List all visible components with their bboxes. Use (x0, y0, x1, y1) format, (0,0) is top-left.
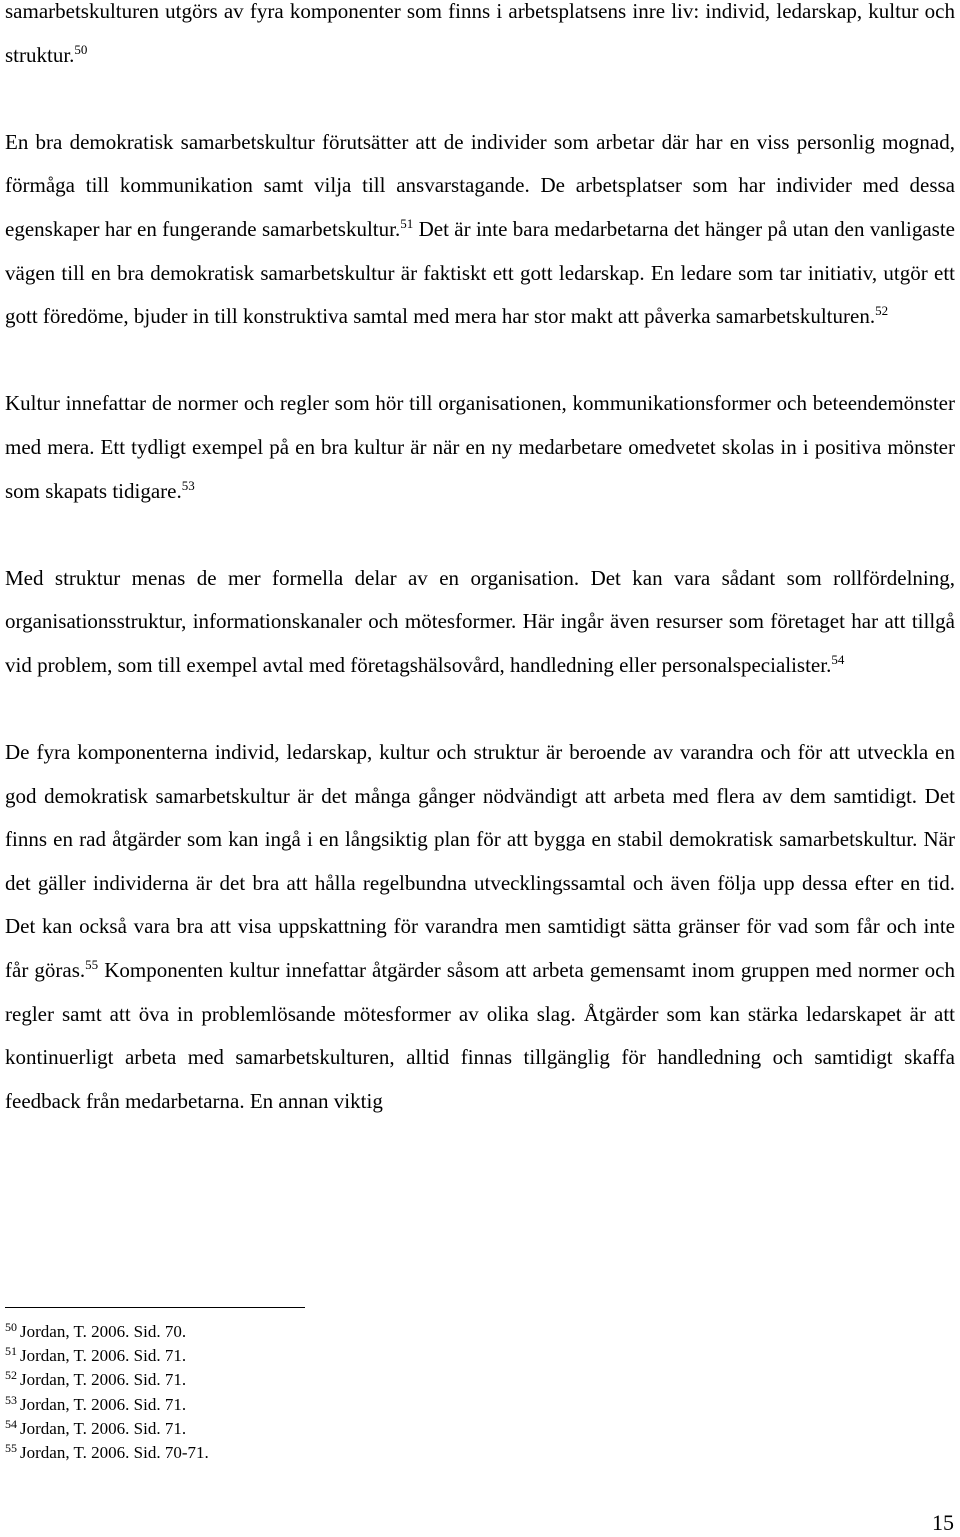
footnote-text: Jordan, T. 2006. Sid. 70-71. (20, 1443, 209, 1463)
footnote-reference: 51 (400, 215, 414, 231)
paragraph-text: samarbetskulturen utgörs av fyra komponenter som finns i arbetsplatsens inre liv: individ, ledarskap, kultur och struktur. (5, 0, 955, 67)
footnote-divider (5, 1307, 305, 1308)
footnote-text: Jordan, T. 2006. Sid. 71. (20, 1394, 187, 1414)
footnote-reference: 55 (85, 957, 99, 973)
footnote (5, 1441, 605, 1465)
document-body (5, 0, 955, 1123)
paragraph (5, 731, 955, 1123)
paragraph-text: Komponenten kultur innefattar åtgärder såsom att arbeta gemensamt inom gruppen med normer och regler samt att öva in problemlösande mötesformer av olika slag. Åtgärder som kan stärka ledarskapet är att kontinuerligt arbeta med samarbetskulturen, alltid finnas tillgänglig för handledning och samtidigt skaffa feedback från medarbetarna. En annan viktig (5, 958, 955, 1113)
paragraph (5, 382, 955, 513)
footnote (5, 1344, 605, 1368)
footnote-reference: 50 (74, 41, 88, 57)
footnotes (5, 1320, 605, 1465)
footnote-number: 51 (5, 1344, 17, 1359)
paragraph-text: Med struktur menas de mer formella delar av en organisation. Det kan vara sådant som rollfördelning, organisationsstruktur, informationskanaler och mötesformer. Här ingår även resurser som företaget har att tillgå vid problem, som till exempel avtal med företagshälsovård, handledning eller personalspecialister. (5, 565, 955, 677)
footnote-number: 53 (5, 1392, 17, 1407)
footnote-text: Jordan, T. 2006. Sid. 71. (20, 1370, 187, 1390)
footnote-text: Jordan, T. 2006. Sid. 70. (20, 1322, 187, 1341)
footnote-reference: 54 (831, 651, 845, 667)
footnote (5, 1320, 605, 1344)
paragraph-text: Kultur innefattar de normer och regler som hör till organisationen, kommunikationsformer och beteendemönster med mera. Ett tydligt exempel på en bra kultur är när en ny medarbetare omedvetet skolas in i positiva mönster som skapats tidigare. (5, 391, 955, 503)
footnote-number: 52 (5, 1368, 17, 1383)
footnote (5, 1417, 605, 1441)
paragraph (5, 557, 955, 688)
footnote-number: 54 (5, 1416, 17, 1431)
paragraph-text: De fyra komponenterna individ, ledarskap, kultur och struktur är beroende av varandra och för att utveckla en god demokratisk samarbetskultur är det många gånger nödvändigt att arbeta med flera av dem samtidigt. Det finns en rad åtgärder som kan ingå i en långsiktig plan för att bygga en stabil demokratisk samarbetskultur. När det gäller individerna är det bra att hålla regelbundna utvecklingssamtal och även följa upp dessa efter en tid. Det kan också vara bra att visa uppskattning för varandra men samtidigt sätta gränser för vad som får och inte får göras. (5, 740, 955, 983)
footnote (5, 1368, 605, 1392)
footnote-text: Jordan, T. 2006. Sid. 71. (20, 1346, 187, 1366)
paragraph (5, 121, 955, 339)
footnote-reference: 52 (875, 303, 889, 319)
footnote-number: 50 (5, 1320, 17, 1334)
footnote (5, 1393, 605, 1417)
footnote-number: 55 (5, 1441, 17, 1456)
page-number: 15 (932, 1510, 954, 1535)
paragraph-text: En bra demokratisk samarbetskultur förutsätter att de individer som arbetar där har en viss personlig mognad, förmåga till kommunikation samt vilja till ansvarstagande. De arbetsplatser som har individer med dessa egenskaper har en fungerande samarbetskultur. (5, 129, 955, 241)
footnote-reference: 53 (181, 477, 195, 493)
paragraph (5, 0, 955, 77)
paragraph-text: Det är inte bara medarbetarna det hänger på utan den vanligaste vägen till en bra demokratisk samarbetskultur är faktiskt ett gott ledarskap. En ledare som tar initiativ, utgör ett gott föredöme, bjuder in till konstruktiva samtal med mera har stor makt att påverka samarbetskulturen. (5, 216, 955, 329)
footnote-text: Jordan, T. 2006. Sid. 71. (20, 1418, 187, 1438)
